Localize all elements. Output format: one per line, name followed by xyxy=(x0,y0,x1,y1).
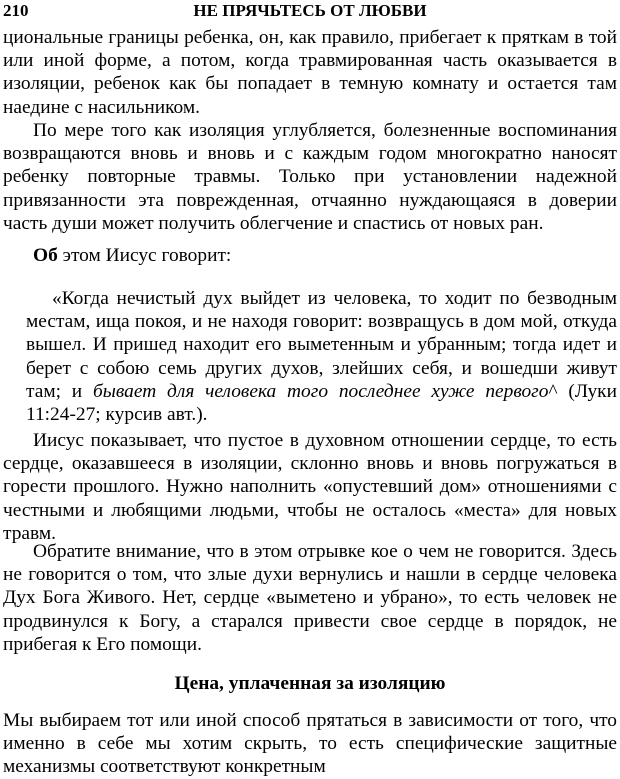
paragraph-text: Иисус показывает, что пустое в духовном отношении сердце, то есть сердце, оказавшееся в изоляции, склонно вновь и вновь погружаться в горести прошлого. Нужно наполнить «опустевший дом» отношениями с честными и любящими людьми, чтобы не осталось «места» для новых травм. xyxy=(3,430,617,544)
quote-citation: ^ (Луки 11:24-27; курсив авт.). xyxy=(26,380,617,426)
quote-text xyxy=(26,287,617,426)
paragraph-empty-heart xyxy=(3,429,617,545)
paragraph-continuation xyxy=(3,26,617,119)
quote-plain: «Когда нечистый дух выйдет из человека, то ходит по безводным местам, ища покоя, и не находя говорит: возвращусь в дом мой, откуда вышел. И пришед находит его выметенным и убранным; тогда идет и берет с собою семь других духов, злейших себя, и вошедши живут там; и xyxy=(26,288,617,402)
paragraph-text: Мы выбираем тот или иной способ прятаться в зависимости от того, что именно в себе мы хотим скрыть, то есть специфические защитные механизмы соответствуют конкретным xyxy=(3,710,617,778)
paragraph-hiding-methods xyxy=(3,709,617,779)
page-number: 210 xyxy=(3,1,29,20)
paragraph-text: Обратите внимание, что в этом отрывке кое о чем не говорится. Здесь не говорится о том, что злые духи вернулись и нашли в сердце человека Дух Бога Живого. Нет, сердце «выметено и убрано», то есть человек не продвинулся к Богу, а старался привести свое сердце в порядок, не прибегая к Его помощи. xyxy=(3,541,617,655)
bold-word: Об xyxy=(33,245,58,266)
paragraph-text: По мере того как изоляция углубляется, болезненные воспоминания возвращаются вновь и вновь и с каждым годом многократно наносят ребенку повторные травмы. Только при установлении надежной привязанности эта поврежденная, отчаянно нуждающаяся в доверии часть души может получить облегчение и спастись от новых ран. xyxy=(3,120,617,234)
paragraph-jesus-says xyxy=(3,244,617,267)
paragraph-isolation-deepens xyxy=(3,119,617,235)
quote-italic: бывает для человека того последнее хуже первого xyxy=(93,380,549,402)
paragraph-rest: этом Иисус говорит: xyxy=(57,245,232,266)
paragraph-notice xyxy=(3,540,617,656)
paragraph-text xyxy=(3,244,617,267)
running-title: НЕ ПРЯЧЬТЕСЬ ОТ ЛЮБВИ xyxy=(193,1,427,20)
scripture-quote xyxy=(26,287,617,426)
section-heading: Цена, уплаченная за изоляцию xyxy=(174,673,446,694)
paragraph-text: циональные границы ребенка, он, как правило, прибегает к пряткам в той или иной форме, а потом, когда травмированная часть оказывается в изоляции, ребенок как бы попадает в темную комнату и остается там наедине с насильником. xyxy=(3,27,617,118)
page-header xyxy=(3,0,617,22)
